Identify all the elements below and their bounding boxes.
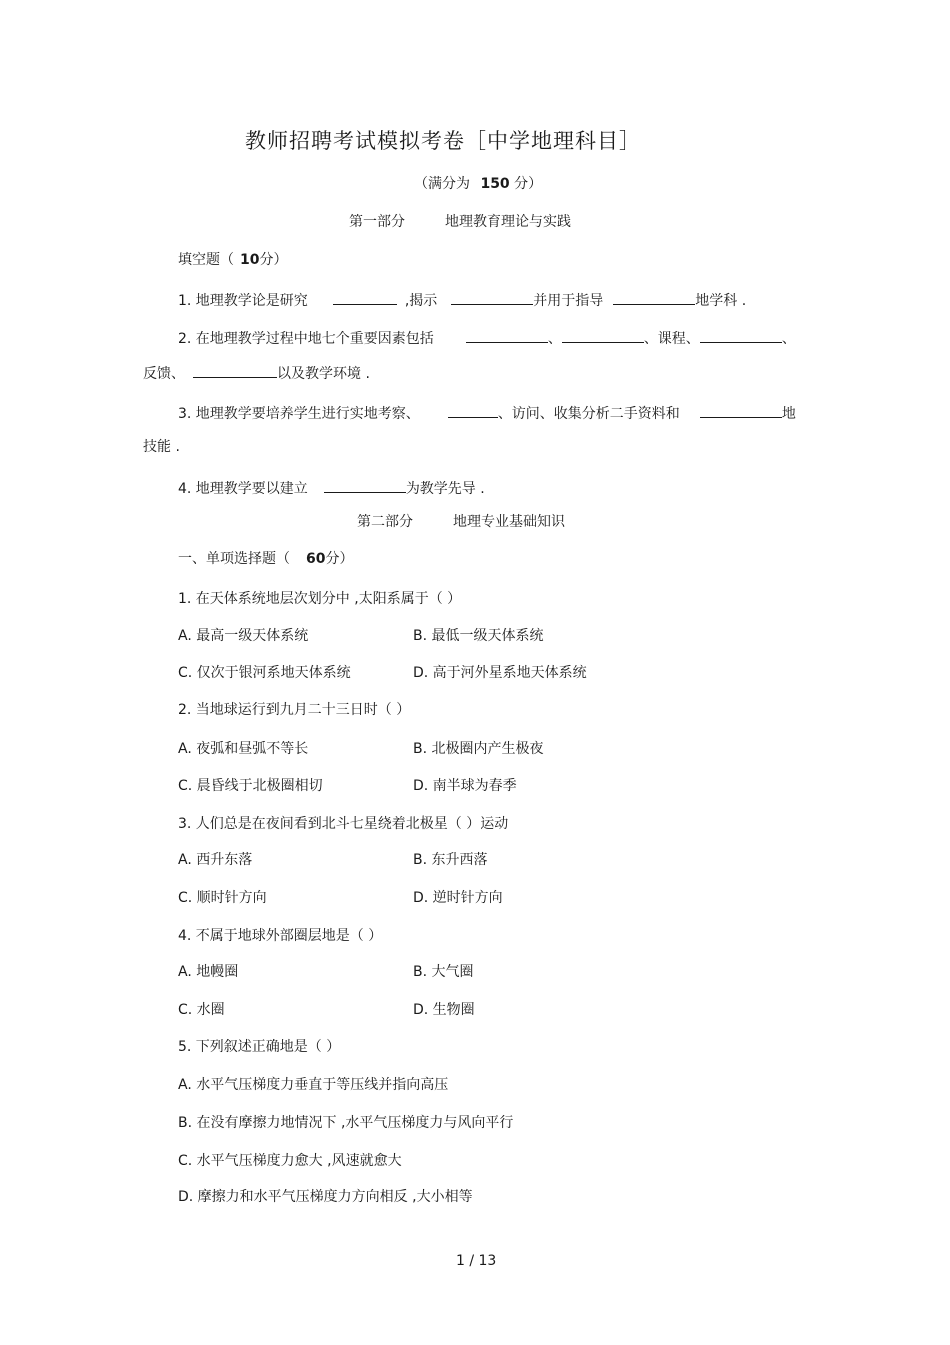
mc-question-stem: 4. 不属于地球外部圈层地是（ ） [178,928,383,944]
fill-question-2 [178,328,796,348]
mc-question-stem: 3. 人们总是在夜间看到北斗七星绕着北极星（ ）运动 [178,816,509,832]
fill-q3-text-a: 3. 地理教学要培养学生进行实地考察、 [178,406,420,422]
option-a[interactable]: A. 西升东落 [178,852,253,868]
answer-blank[interactable] [562,328,644,343]
option-a[interactable]: A. 夜弧和昼弧不等长 [178,741,309,757]
fill-question-1 [178,290,746,310]
option-b[interactable]: B. 北极圈内产生极夜 [413,741,544,757]
option-b[interactable]: B. 在没有摩擦力地情况下 ,水平气压梯度力与风向平行 [178,1115,514,1131]
full-score-value: 150 [480,176,510,192]
fill-question-3 [178,403,796,423]
answer-blank[interactable] [333,290,397,305]
part2-label: 第二部分 [357,514,413,530]
answer-blank[interactable] [451,290,533,305]
page-title: 教师招聘考试模拟考卷［中学地理科目］ [245,129,641,153]
answer-blank[interactable] [466,328,548,343]
fill-question-2-cont [143,363,370,383]
full-score-close: 分） [514,176,543,192]
mc-header-text: 一、单项选择题（ [178,551,290,567]
fill-question-4 [178,478,485,498]
option-a[interactable]: A. 最高一级天体系统 [178,628,309,644]
fill-header-text: 填空题（ [178,252,234,268]
page-number: 1 / 13 [456,1253,497,1269]
fill-q4-text-b: 为教学先导 . [405,481,485,497]
fill-q1-text-c: 并用于指导 [533,293,604,309]
part2-heading [357,513,565,531]
fill-header-close: 分） [259,252,288,268]
option-a[interactable]: A. 地幔圈 [178,964,239,980]
mc-question-stem: 5. 下列叙述正确地是（ ） [178,1039,341,1055]
option-d[interactable]: D. 生物圈 [413,1002,475,1018]
answer-blank[interactable] [448,403,498,418]
fill-q2-text-e: 反馈、 [143,366,185,382]
fill-q2-text-d: 、 [781,331,796,347]
option-b[interactable]: B. 大气圈 [413,964,474,980]
fill-header-score: 10 [240,252,260,268]
full-score [414,175,542,193]
fill-q3-text-d: 技能 . [143,439,180,455]
option-b[interactable]: B. 最低一级天体系统 [413,628,544,644]
option-d[interactable]: D. 高于河外星系地天体系统 [413,665,587,681]
fill-q1-text-d: 地学科 . [695,293,747,309]
option-d[interactable]: D. 逆时针方向 [413,890,503,906]
option-d[interactable]: D. 摩擦力和水平气压梯度力方向相反 ,大小相等 [178,1189,473,1205]
answer-blank[interactable] [193,363,277,378]
fill-q1-text-b: ,揭示 [404,293,438,309]
option-c[interactable]: C. 水平气压梯度力愈大 ,风速就愈大 [178,1153,402,1169]
part2-name: 地理专业基础知识 [453,514,565,530]
option-c[interactable]: C. 晨昏线于北极圈相切 [178,778,323,794]
option-c[interactable]: C. 水圈 [178,1002,225,1018]
fill-q2-text-f: 以及教学环境 . [277,366,370,382]
option-c[interactable]: C. 仅次于银河系地天体系统 [178,665,351,681]
fill-q2-text-a: 2. 在地理教学过程中地七个重要因素包括 [178,331,434,347]
option-c[interactable]: C. 顺时针方向 [178,890,267,906]
mc-header-score: 60 [306,551,326,567]
fill-q3-text-b: 、访问、收集分析二手资料和 [497,406,680,422]
mc-header [178,550,353,568]
answer-blank[interactable] [324,478,406,493]
fill-q4-text-a: 4. 地理教学要以建立 [178,481,308,497]
answer-blank[interactable] [700,403,782,418]
mc-header-close: 分） [325,551,354,567]
fill-q2-text-b: 、 [547,331,562,347]
part1-heading [349,213,571,231]
part1-name: 地理教育理论与实践 [445,214,571,230]
fill-q3-text-c: 地 [781,406,796,422]
full-score-open: （满分为 [414,176,470,192]
answer-blank[interactable] [613,290,695,305]
part1-label: 第一部分 [349,214,405,230]
fill-header [178,251,287,269]
mc-question-stem: 2. 当地球运行到九月二十三日时（ ） [178,702,411,718]
fill-q1-text-a: 1. 地理教学论是研究 [178,293,308,309]
option-d[interactable]: D. 南半球为春季 [413,778,517,794]
mc-question-stem: 1. 在天体系统地层次划分中 ,太阳系属于（ ） [178,591,462,607]
answer-blank[interactable] [700,328,782,343]
option-b[interactable]: B. 东升西落 [413,852,488,868]
option-a[interactable]: A. 水平气压梯度力垂直于等压线并指向高压 [178,1077,449,1093]
fill-question-3-cont [143,438,180,456]
fill-q2-text-c: 、课程、 [643,331,700,347]
